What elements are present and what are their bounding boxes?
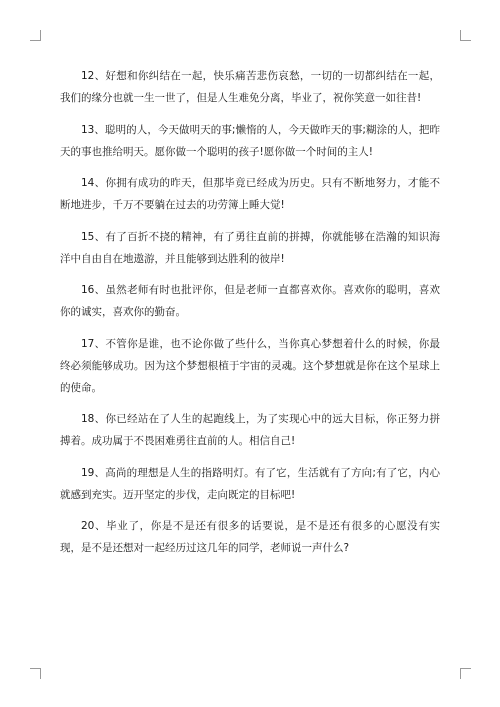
paragraph-13: 13、聪明的人，今天做明天的事;懒惰的人，今天做昨天的事;糊涂的人，把昨天的事也推给明天。愿你做一个聪明的孩子!愿你做一个时间的主人! <box>60 123 440 158</box>
paragraph-14: 14、你拥有成功的昨天，但那毕竟已经成为历史。只有不断地努力，才能不断地进步，千万不要躺在过去的功劳簿上睡大觉! <box>60 177 440 211</box>
paragraph-12: 12、好想和你纠结在一起，快乐痛苦悲伤哀愁，一切的一切都纠结在一起，我们的缘分也就一生一世了，但是人生难免分离，毕业了，祝你笑意一如往昔! <box>60 70 440 104</box>
document-body <box>60 65 440 569</box>
crop-mark-top-right <box>460 30 471 41</box>
crop-mark-bottom-right <box>460 668 471 679</box>
paragraph-20: 20、毕业了，你是不是还有很多的话要说，是不是还有很多的心愿没有实现，是不是还想对一起经历过这几年的同学，老师说一声什么? <box>60 520 440 554</box>
paragraph-17: 17、不管你是谁，也不论你做了些什么，当你真心梦想着什么的时候，你最终必须能够成功。因为这个梦想根植于宇宙的灵魂。这个梦想就是你在这个星球上的使命。 <box>60 337 440 394</box>
paragraph-15: 15、有了百折不挠的精神，有了勇往直前的拼搏，你就能够在浩瀚的知识海洋中自由自在地遨游，并且能够到达胜利的彼岸! <box>60 230 440 265</box>
paragraph-16: 16、虽然老师有时也批评你，但是老师一直都喜欢你。喜欢你的聪明，喜欢你的诚实，喜欢你的勤奋。 <box>60 284 440 318</box>
crop-mark-top-left <box>30 30 41 41</box>
crop-mark-bottom-left <box>30 668 41 679</box>
paragraph-19: 19、高尚的理想是人生的指路明灯。有了它，生活就有了方向;有了它，内心就感到充实。迈开坚定的步伐，走向既定的目标吧! <box>60 466 440 501</box>
paragraph-18: 18、你已经站在了人生的起跑线上，为了实现心中的远大目标，你正努力拼搏着。成功属于不畏困难勇往直前的人。相信自己! <box>60 413 440 447</box>
